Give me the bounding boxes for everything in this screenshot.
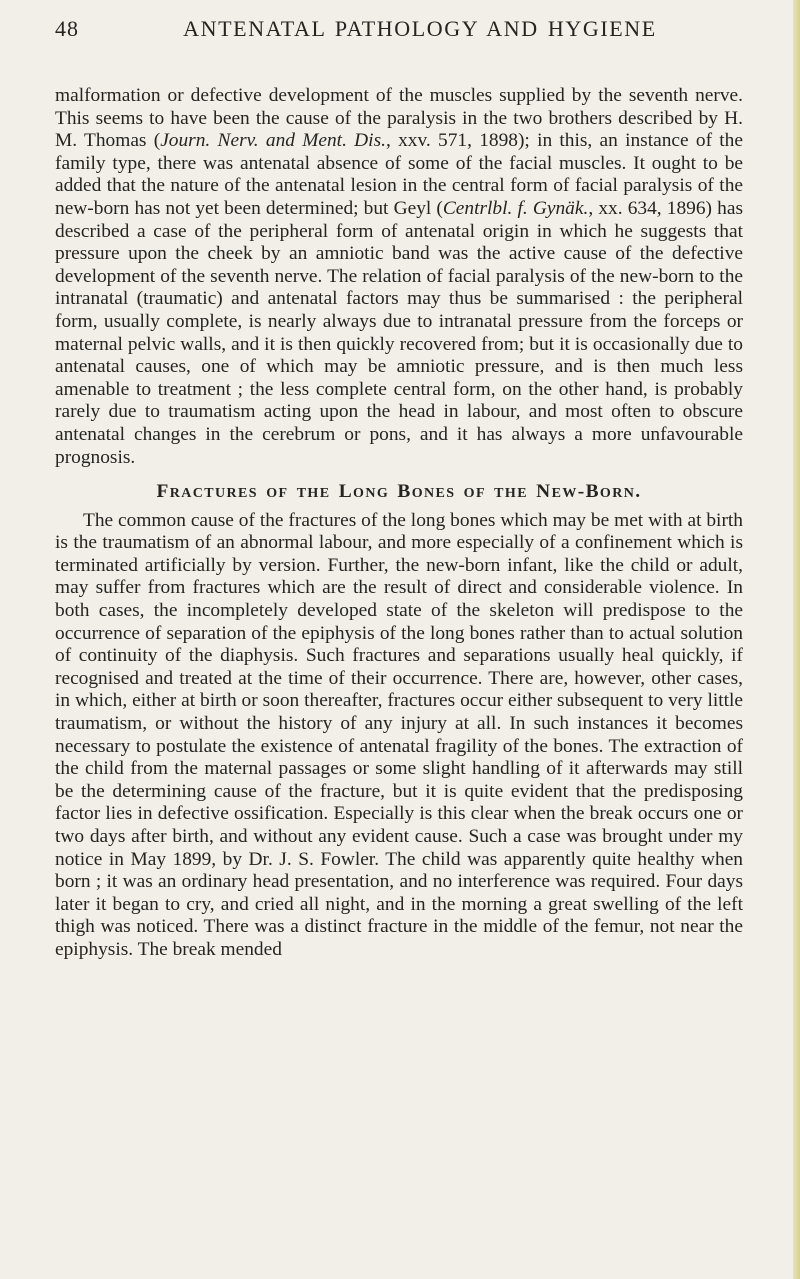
section-heading: Fractures of the Long Bones of the New-Born. [156, 481, 642, 503]
paragraph-continued [55, 85, 743, 469]
paragraph-fractures: The common cause of the fractures of the long bones which may be met with at birth is the traumatism of an abnormal labour, and more especially of a confinement which is terminated artificially by version. Further, the new-born infant, like the child or adult, may suffer from fractures which are the result of direct and considerable violence. In both cases, the incompletely developed state of the skeleton will predispose to the occurrence of separation of the epiphysis of the long bones rather than to actual solution of continuity of the diaphysis. Such fractures and separations usually heal quickly, if recognised and treated at the time of their occurrence. There are, however, other cases, in which, either at birth or soon thereafter, fractures occur either subsequent to very little traumatism, or without the history of any injury at all. In such instances it becomes necessary to postulate the existence of antenatal fragility of the bones. The extraction of the child from the maternal passages or some slight handling of it afterwards may still be the determining cause of the fracture, but it is quite evident that the predisposing factor lies in defective ossification. Especially is this clear when the break occurs one or two days after birth, and without any evident cause. Such a case was brought under my notice in May 1899, by Dr. J. S. Fowler. The child was apparently quite healthy when born ; it was an ordinary head presentation, and no interference was required. Four days later it began to cry, and cried all night, and in the morning a great swelling of the left thigh was noticed. There was a distinct fracture in the middle of the femur, not near the epiphysis. The break mended [55, 509, 743, 960]
paragraph-text: , xxv. 571, 1898); in this, an instance of the family type, there was antenatal absence of some of the facial muscles. It ought to be added that the nature of the antenatal lesion in the central form of facial paralysis of the new-born has not yet been determined; but Geyl ( [55, 130, 743, 219]
running-head: ANTENATAL PATHOLOGY AND HYGIENE [183, 16, 657, 41]
journal-citation: Centrlbl. f. Gynäk. [442, 197, 589, 219]
page-number: 48 [55, 16, 79, 41]
page-edge [793, 0, 800, 1279]
paragraph-text: , xx. 634, 1896) has described a case of the peripheral form of antenatal origin in which he suggests that pressure upon the cheek by an amniotic band was the active cause of the defective development of the seventh nerve. The relation of facial paralysis of the new-born to the intranatal (traumatic) and antenatal factors may thus be summarised : the peripheral form, usually complete, is nearly always due to intranatal pressure from the forceps or maternal pelvic walls, and it is then quickly recovered from; but it is occasionally due to antenatal causes, one of which may be amniotic pressure, and is then much less amenable to treatment ; the less complete central form, on the other hand, is probably rarely due to traumatism acting upon the head in labour, and most often to obscure antenatal changes in the cerebrum or pons, and it has always a more unfavourable prognosis. [55, 197, 744, 468]
paragraph-text: malformation or defective development of the muscles supplied by the seventh nerve. This seems to have been the cause of the paralysis in the two brothers described by H. M. Thomas ( [55, 85, 743, 152]
journal-citation: Journ. Nerv. and Ment. Dis. [160, 130, 386, 152]
page-header [55, 16, 745, 48]
page-body [55, 85, 743, 962]
